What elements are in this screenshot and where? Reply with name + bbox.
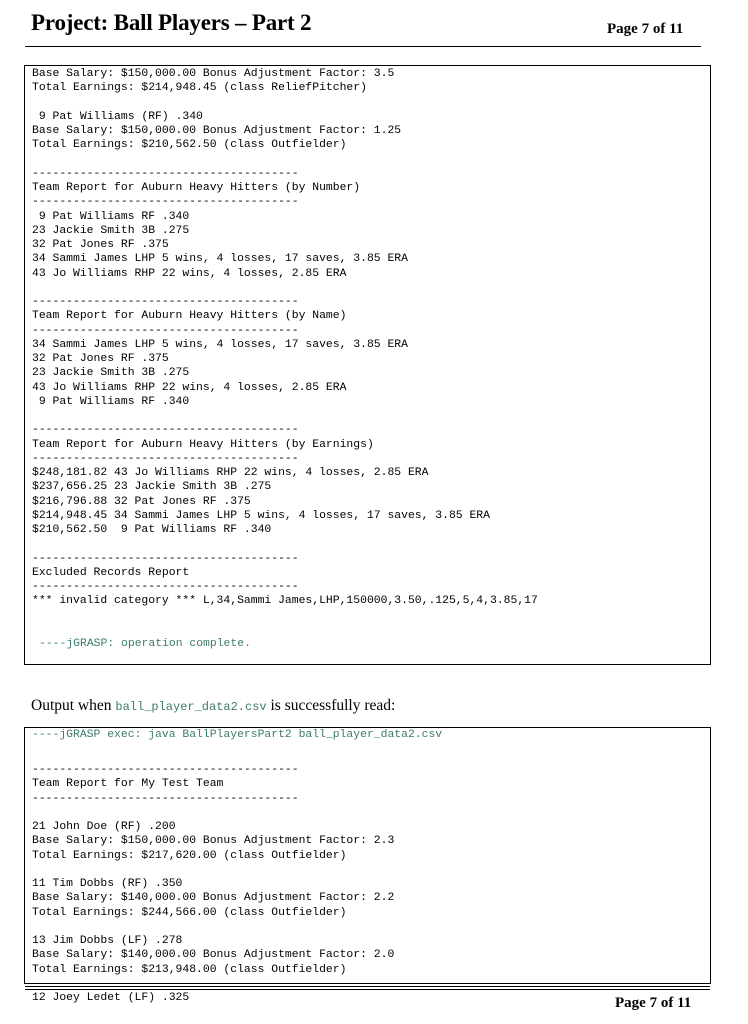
output-caption	[31, 697, 395, 715]
output-line: Team Report for Auburn Heavy Hitters (by Number)	[32, 182, 361, 194]
output-line: ---------------------------------------	[32, 581, 299, 593]
output-box-1	[24, 65, 711, 665]
output-line: ---------------------------------------	[32, 792, 299, 805]
jgrasp-complete-line: ----jGRASP: operation complete.	[39, 638, 251, 650]
output-line: 13 Jim Dobbs (LF) .278	[32, 935, 183, 947]
output-text-2	[32, 763, 394, 1005]
output-line: 21 John Doe (RF) .200	[32, 821, 176, 833]
output-line: Team Report for Auburn Heavy Hitters (by Name)	[32, 310, 347, 323]
output-line: Base Salary: $150,000.00 Bonus Adjustment Factor: 3.5	[32, 68, 395, 80]
output-line: Total Earnings: $210,562.50 (class Outfielder)	[32, 139, 347, 152]
output-line: ---------------------------------------	[32, 552, 299, 565]
output-line: $214,948.45 34 Sammi James LHP 5 wins, 4 losses, 17 saves, 3.85 ERA	[32, 509, 490, 522]
output-line: ---------------------------------------	[32, 324, 299, 337]
output-line: 32 Pat Jones RF .375	[32, 353, 169, 365]
output-line: *** invalid category *** L,34,Sammi James,LHP,150000,3.50,.125,5,4,3.85,17	[32, 595, 538, 608]
output-line: Base Salary: $150,000.00 Bonus Adjustment Factor: 2.3	[32, 835, 395, 848]
output-line: 34 Sammi James LHP 5 wins, 4 losses, 17 saves, 3.85 ERA	[32, 253, 408, 266]
output-line: Total Earnings: $244,566.00 (class Outfielder)	[32, 906, 347, 919]
output-line: 23 Jackie Smith 3B .275	[32, 367, 190, 380]
output-line: 34 Sammi James LHP 5 wins, 4 losses, 17 saves, 3.85 ERA	[32, 338, 408, 351]
output-line: 9 Pat Williams RF .340	[32, 395, 190, 408]
output-line: Team Report for My Test Team	[32, 778, 224, 791]
output-line: 12 Joey Ledet (LF) .325	[32, 992, 190, 1004]
output-line: 43 Jo Williams RHP 22 wins, 4 losses, 2.85 ERA	[32, 381, 347, 394]
output-line: Team Report for Auburn Heavy Hitters (by Earnings)	[32, 438, 374, 451]
output-line: Total Earnings: $213,948.00 (class Outfielder)	[32, 963, 347, 976]
output-line: ---------------------------------------	[32, 452, 299, 465]
output-line: Base Salary: $140,000.00 Bonus Adjustment Factor: 2.0	[32, 949, 395, 962]
caption-before: Output when	[31, 697, 116, 714]
caption-after: is successfully read:	[266, 697, 396, 714]
output-line: 9 Pat Williams (RF) .340	[32, 110, 203, 123]
jgrasp-exec-line: ----jGRASP exec: java BallPlayersPart2 ball_player_data2.csv	[32, 729, 443, 741]
output-line: Excluded Records Report	[32, 566, 190, 579]
header-divider	[25, 46, 701, 47]
output-line: ---------------------------------------	[32, 296, 299, 308]
output-line: $248,181.82 43 Jo Williams RHP 22 wins, 4 losses, 2.85 ERA	[32, 467, 429, 479]
footer-page-number: Page 7 of 11	[615, 995, 692, 1011]
output-line: Base Salary: $140,000.00 Bonus Adjustment Factor: 2.2	[32, 892, 395, 905]
output-line: Base Salary: $150,000.00 Bonus Adjustment Factor: 1.25	[32, 125, 402, 137]
output-line: 23 Jackie Smith 3B .275	[32, 224, 190, 237]
output-line: ---------------------------------------	[32, 196, 299, 209]
output-line: $237,656.25 23 Jackie Smith 3B .275	[32, 481, 272, 494]
output-text-1	[32, 67, 538, 609]
output-line: Total Earnings: $217,620.00 (class Outfielder)	[32, 849, 347, 862]
output-line: Total Earnings: $214,948.45 (class ReliefPitcher)	[32, 82, 367, 95]
output-line: $216,796.88 32 Pat Jones RF .375	[32, 495, 251, 508]
page-title: Project: Ball Players – Part 2	[31, 10, 312, 35]
header-page-number: Page 7 of 11	[607, 21, 684, 37]
footer-divider-2	[25, 989, 710, 990]
output-line: 11 Tim Dobbs (RF) .350	[32, 878, 183, 890]
output-line: ---------------------------------------	[32, 167, 299, 180]
output-line: $210,562.50 9 Pat Williams RF .340	[32, 524, 272, 536]
output-line: 32 Pat Jones RF .375	[32, 239, 169, 251]
footer-divider	[25, 986, 710, 987]
output-line: ---------------------------------------	[32, 764, 299, 776]
caption-filename: ball_player_data2.csv	[115, 700, 267, 714]
output-line: 9 Pat Williams RF .340	[32, 210, 190, 223]
output-line: ---------------------------------------	[32, 424, 299, 437]
output-line: 43 Jo Williams RHP 22 wins, 4 losses, 2.85 ERA	[32, 267, 347, 280]
